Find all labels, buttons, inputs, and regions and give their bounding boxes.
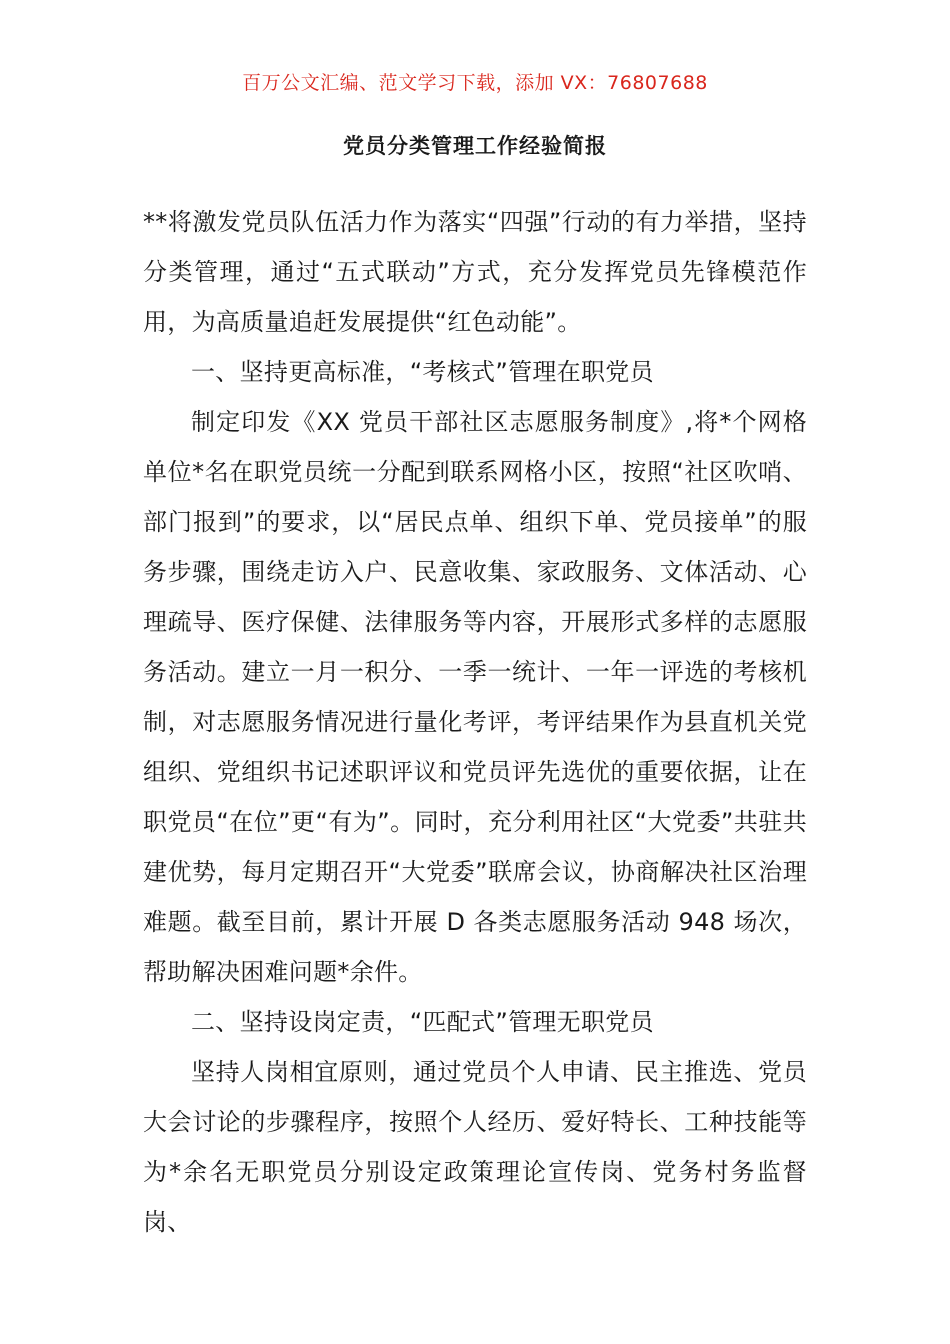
section-heading-2: 二、坚持设岗定责，“匹配式”管理无职党员 bbox=[191, 1008, 654, 1036]
intro-paragraph: **将激发党员队伍活力作为落实“四强”行动的有力举措，坚持分类管理，通过“五式联动”方式，充分发挥党员先锋模范作用，为高质量追赶发展提供“红色动能”。 bbox=[143, 208, 807, 336]
section-heading-1: 一、坚持更高标准，“考核式”管理在职党员 bbox=[191, 358, 654, 386]
document-body bbox=[143, 197, 807, 1247]
body-paragraph-2: 坚持人岗相宜原则，通过党员个人申请、民主推选、党员大会讨论的步骤程序，按照个人经历、爱好特长、工种技能等为*余名无职党员分别设定政策理论宣传岗、党务村务监督岗、 bbox=[143, 1058, 807, 1236]
header-note: 百万公文汇编、范文学习下载，添加 VX：76807688 bbox=[242, 72, 708, 94]
document-title: 党员分类管理工作经验简报 bbox=[343, 134, 607, 158]
body-paragraph-1: 制定印发《XX 党员干部社区志愿服务制度》,将*个网格单位*名在职党员统一分配到联系网格小区，按照“社区吹哨、部门报到”的要求，以“居民点单、组织下单、党员接单”的服务步骤，围绕走访入户、民意收集、家政服务、文体活动、心理疏导、医疗保健、法律服务等内容，开展形式多样的志愿服务活动。建立一月一积分、一季一统计、一年一评选的考核机制，对志愿服务情况进行量化考评，考评结果作为县直机关党组织、党组织书记述职评议和党员评先选优的重要依据，让在职党员“在位”更“有为”。同时，充分利用社区“大党委”共驻共建优势，每月定期召开“大党委”联席会议，协商解决社区治理难题。截至目前，累计开展 D 各类志愿服务活动 948 场次，帮助解决困难问题*余件。 bbox=[143, 408, 807, 986]
